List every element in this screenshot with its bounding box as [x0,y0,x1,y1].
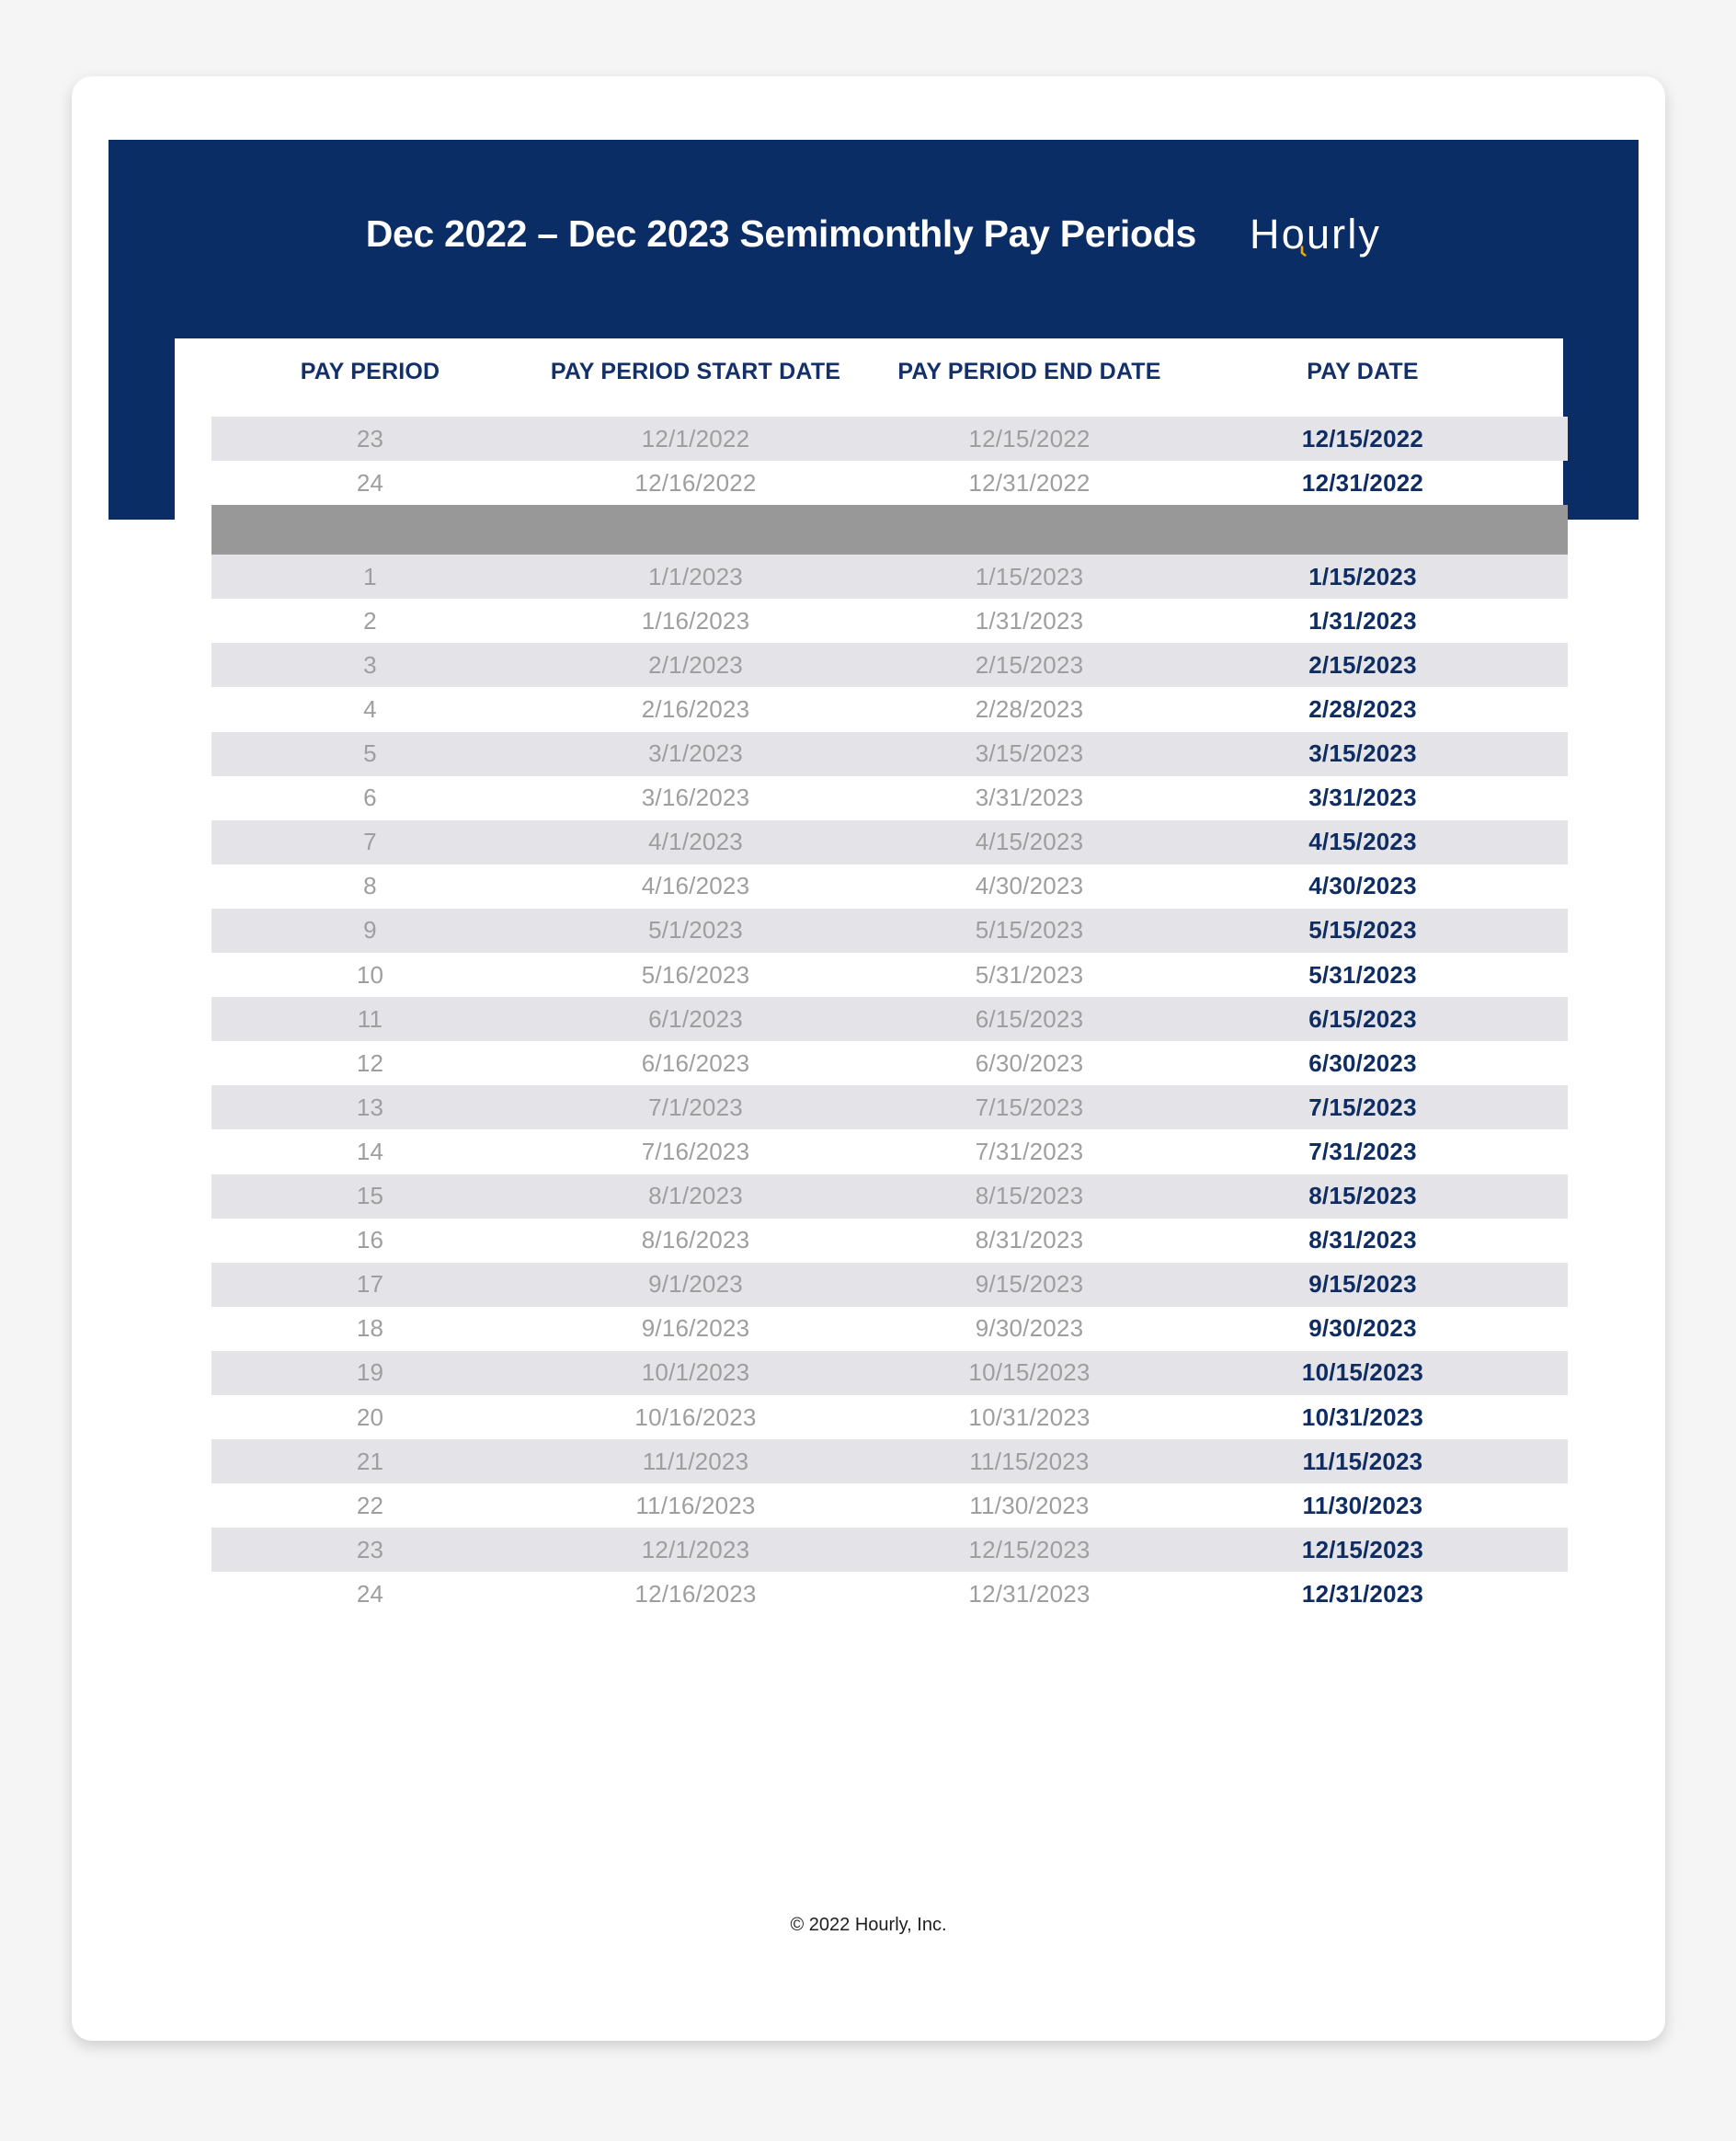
cell-pay-period: 15 [356,1182,384,1210]
cell-pay-date: 1/31/2023 [1308,606,1417,635]
cell-end-date: 6/15/2023 [975,1004,1084,1033]
table-row [211,1307,1568,1351]
cell-start-date: 11/16/2023 [635,1491,756,1519]
cell-end-date: 5/15/2023 [975,916,1084,945]
cell-start-date: 12/1/2023 [641,1535,750,1563]
cell-end-date: 12/31/2023 [968,1579,1091,1608]
cell-end-date: 12/15/2022 [968,424,1091,452]
cell-pay-date: 11/15/2023 [1302,1447,1423,1475]
cell-start-date: 4/16/2023 [641,872,750,900]
cell-start-date: 7/1/2023 [648,1093,743,1121]
cell-end-date: 7/15/2023 [975,1093,1084,1121]
cell-end-date: 6/30/2023 [975,1048,1084,1077]
cell-start-date: 8/1/2023 [648,1182,743,1210]
cell-pay-period: 9 [363,916,377,945]
column-header-pay-date: PAY DATE [1307,359,1419,384]
cell-end-date: 12/15/2023 [968,1535,1091,1563]
cell-pay-period: 17 [356,1270,384,1299]
cell-pay-period: 19 [356,1358,384,1387]
cell-start-date: 3/1/2023 [648,739,743,768]
cell-pay-date: 3/15/2023 [1308,739,1417,768]
cell-pay-date: 8/31/2023 [1308,1226,1417,1254]
cell-pay-date: 2/15/2023 [1308,650,1417,679]
cell-start-date: 2/16/2023 [641,695,750,724]
cell-pay-date: 3/31/2023 [1308,784,1417,812]
table-row [211,1572,1568,1616]
cell-pay-period: 5 [363,739,377,768]
cell-pay-period: 3 [363,650,377,679]
cell-pay-date: 12/31/2023 [1301,1579,1424,1608]
cell-pay-date: 9/30/2023 [1308,1314,1417,1343]
table-row [211,1351,1568,1395]
cell-end-date: 10/31/2023 [968,1403,1091,1431]
cell-pay-date: 12/15/2022 [1301,424,1424,452]
cell-pay-date: 9/15/2023 [1308,1270,1417,1299]
cell-end-date: 11/30/2023 [969,1491,1090,1519]
cell-start-date: 5/1/2023 [648,916,743,945]
table-row [211,1174,1568,1219]
cell-pay-period: 14 [356,1137,384,1165]
hourly-logo [1250,211,1381,258]
cell-pay-period: 11 [357,1004,383,1033]
cell-pay-date: 6/30/2023 [1308,1048,1417,1077]
cell-pay-date: 12/31/2022 [1301,468,1424,497]
cell-end-date: 2/15/2023 [975,650,1084,679]
table-row [211,909,1568,953]
cell-pay-date: 4/15/2023 [1308,828,1417,856]
cell-pay-date: 8/15/2023 [1308,1182,1417,1210]
cell-pay-date: 7/31/2023 [1308,1137,1417,1165]
cell-start-date: 10/1/2023 [641,1358,750,1387]
cell-start-date: 9/16/2023 [641,1314,750,1343]
cell-end-date: 3/31/2023 [975,784,1084,812]
table-row [211,1041,1568,1085]
cell-end-date: 2/28/2023 [975,695,1084,724]
table-row [211,461,1568,505]
cell-pay-date: 12/15/2023 [1301,1535,1424,1563]
cell-end-date: 7/31/2023 [975,1137,1084,1165]
column-header-end-date: PAY PERIOD END DATE [897,359,1161,384]
cell-start-date: 6/16/2023 [641,1048,750,1077]
cell-end-date: 11/15/2023 [969,1447,1090,1475]
cell-pay-date: 6/15/2023 [1308,1004,1417,1033]
table-row [211,1395,1568,1439]
table-row [211,820,1568,864]
clock-hand-icon [1294,223,1310,240]
cell-end-date: 10/15/2023 [968,1358,1091,1387]
table-row [211,1439,1568,1483]
cell-end-date: 4/30/2023 [975,872,1084,900]
cell-end-date: 5/31/2023 [975,960,1084,989]
cell-pay-period: 4 [363,695,377,724]
cell-pay-period: 23 [356,1535,384,1563]
cell-start-date: 3/16/2023 [641,784,750,812]
cell-pay-period: 18 [356,1314,384,1343]
cell-pay-period: 16 [356,1226,384,1254]
cell-pay-date: 7/15/2023 [1308,1093,1417,1121]
cell-start-date: 5/16/2023 [641,960,750,989]
cell-pay-date: 10/31/2023 [1301,1403,1424,1431]
cell-pay-period: 2 [363,606,377,635]
table-row [211,599,1568,643]
table-body [175,417,1563,1616]
cell-end-date: 8/15/2023 [975,1182,1084,1210]
cell-pay-period: 8 [363,872,377,900]
cell-pay-date: 10/15/2023 [1301,1358,1424,1387]
cell-start-date: 12/16/2022 [634,468,757,497]
cell-start-date: 12/16/2023 [634,1579,757,1608]
cell-pay-period: 7 [363,828,377,856]
cell-pay-date: 1/15/2023 [1308,562,1417,590]
pay-period-table [175,338,1563,1872]
cell-start-date: 10/16/2023 [634,1403,757,1431]
cell-pay-period: 24 [356,1579,384,1608]
table-row [211,1528,1568,1572]
table-row [211,1219,1568,1263]
cell-pay-date: 5/15/2023 [1308,916,1417,945]
cell-pay-period: 21 [356,1447,384,1475]
table-header-row [175,338,1563,386]
cell-end-date: 3/15/2023 [975,739,1084,768]
cell-end-date: 8/31/2023 [975,1226,1084,1254]
cell-start-date: 11/1/2023 [642,1447,749,1475]
copyright-footer: © 2022 Hourly, Inc. [790,1915,947,1935]
table-row [211,953,1568,997]
table-row [211,732,1568,776]
cell-pay-period: 20 [356,1403,384,1431]
cell-pay-date: 4/30/2023 [1308,872,1417,900]
table-row [211,687,1568,731]
table-row [211,417,1568,461]
table-row [211,1085,1568,1129]
cell-pay-date: 11/30/2023 [1302,1491,1423,1519]
cell-start-date: 2/1/2023 [648,650,743,679]
cell-pay-period: 22 [356,1491,384,1519]
table-row [211,643,1568,687]
cell-start-date: 12/1/2022 [641,424,750,452]
table-row [211,776,1568,820]
cell-end-date: 9/15/2023 [975,1270,1084,1299]
cell-start-date: 7/16/2023 [641,1137,750,1165]
cell-pay-period: 24 [356,468,384,497]
table-row [211,864,1568,909]
table-row [211,1263,1568,1307]
page-title: Dec 2022 – Dec 2023 Semimonthly Pay Periods [365,212,1197,255]
table-row [211,1129,1568,1174]
cell-pay-period: 6 [363,784,377,812]
cell-start-date: 9/1/2023 [648,1270,743,1299]
header-inner [108,140,1639,328]
table-row [211,997,1568,1041]
cell-end-date: 4/15/2023 [975,828,1084,856]
column-header-start-date: PAY PERIOD START DATE [550,359,841,384]
cell-pay-period: 10 [356,960,384,989]
cell-start-date: 1/16/2023 [641,606,750,635]
table-row [211,555,1568,599]
cell-pay-period: 23 [356,424,384,452]
cell-pay-period: 13 [356,1093,384,1121]
column-header-pay-period: PAY PERIOD [300,359,440,384]
cell-end-date: 1/15/2023 [975,562,1084,590]
cell-start-date: 4/1/2023 [648,828,743,856]
cell-pay-period: 1 [363,562,377,590]
cell-start-date: 8/16/2023 [641,1226,750,1254]
cell-pay-date: 2/28/2023 [1308,695,1417,724]
cell-start-date: 6/1/2023 [648,1004,743,1033]
cell-pay-date: 5/31/2023 [1308,960,1417,989]
cell-start-date: 1/1/2023 [648,562,743,590]
cell-end-date: 9/30/2023 [975,1314,1084,1343]
table-row [211,1483,1568,1528]
cell-end-date: 12/31/2022 [968,468,1091,497]
cell-pay-period: 12 [356,1048,384,1077]
table-separator-row [211,505,1568,555]
hourly-logo-text: Hourly [1250,210,1382,258]
cell-end-date: 1/31/2023 [975,606,1084,635]
